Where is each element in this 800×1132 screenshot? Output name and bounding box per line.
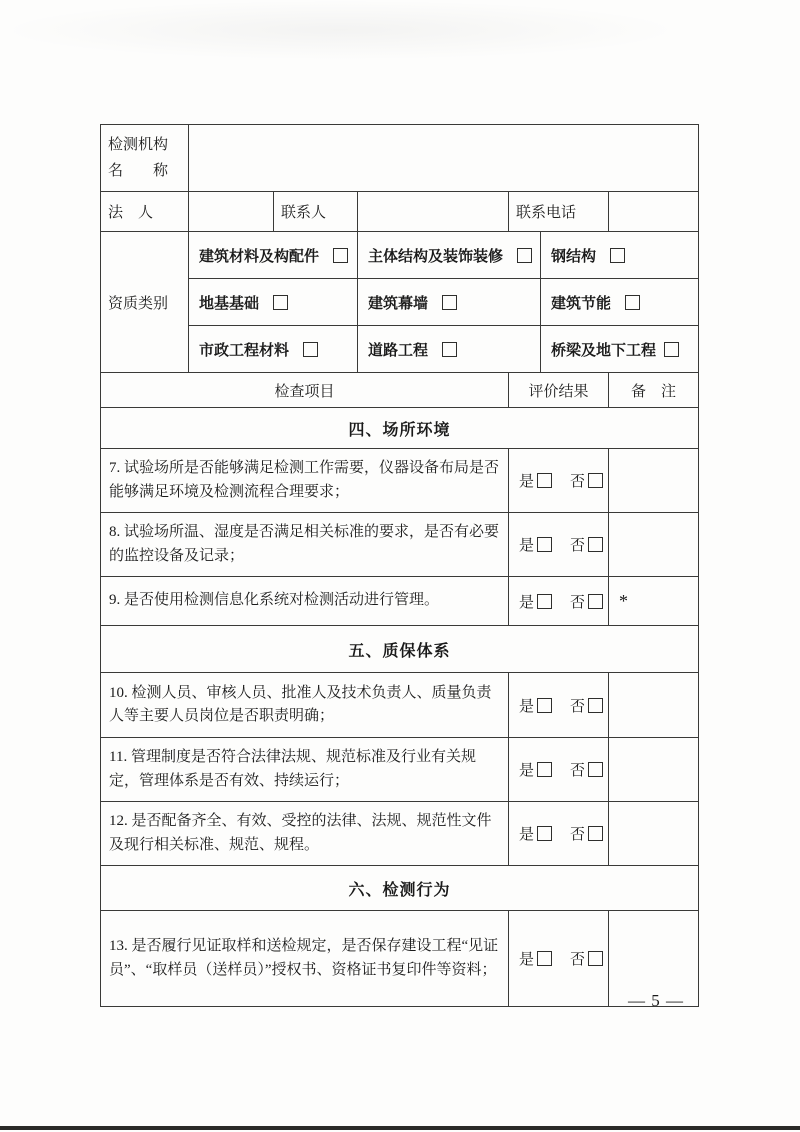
no-checkbox[interactable]: [588, 826, 603, 841]
section-header-row: [101, 408, 699, 449]
qualification-option-label: 建筑节能: [551, 295, 612, 312]
qualification-option: [358, 279, 541, 326]
no-label: 否: [570, 594, 586, 611]
qualification-option: [189, 326, 358, 373]
contact-phone-value-cell[interactable]: [609, 192, 699, 232]
item-row: [101, 911, 699, 1007]
contact-person-value-cell[interactable]: [358, 192, 509, 232]
section-title: 五、质保体系: [101, 626, 699, 673]
qualification-row-1: [101, 232, 699, 279]
qualification-row-3: [101, 326, 699, 373]
item-row: [101, 673, 699, 738]
no-option: [570, 595, 603, 611]
qualification-option-label: 主体结构及装饰装修: [368, 248, 504, 265]
no-checkbox[interactable]: [588, 762, 603, 777]
item-text: 8. 试验场所温、湿度是否满足相关标准的要求，是否有必要的监控设备及记录；: [101, 513, 509, 577]
result-cell: [509, 802, 609, 866]
yes-label: 是: [519, 763, 535, 779]
no-option: [570, 699, 603, 715]
qualification-option: [358, 232, 541, 279]
qualification-option-label: 桥梁及地下工程: [551, 342, 657, 359]
yes-option: [519, 595, 552, 611]
result-cell: [509, 911, 609, 1007]
org-name-label-line1: 检测机构: [108, 136, 169, 153]
qualification-option: [189, 279, 358, 326]
page-number: — 5 —: [628, 991, 684, 1010]
remark-cell[interactable]: [609, 449, 699, 513]
yes-checkbox[interactable]: [537, 594, 552, 609]
yes-checkbox[interactable]: [537, 826, 552, 841]
yes-option: [519, 763, 552, 779]
item-row: [101, 449, 699, 513]
yes-checkbox[interactable]: [537, 951, 552, 966]
item-text: 10. 检测人员、审核人员、批准人及技术负责人、质量负责人等主要人员岗位是否职责明确；: [101, 673, 509, 738]
no-label: 否: [570, 698, 586, 715]
section-header-row: [101, 866, 699, 911]
item-row: [101, 738, 699, 802]
yes-checkbox[interactable]: [537, 698, 552, 713]
category-checkbox[interactable]: [517, 248, 532, 263]
result-cell: [509, 513, 609, 577]
no-checkbox[interactable]: [588, 594, 603, 609]
result-cell: [509, 738, 609, 802]
qualification-option-label: 道路工程: [368, 342, 429, 359]
legal-person-label: 法 人: [101, 192, 189, 232]
qualification-option-label: 建筑幕墙: [368, 295, 429, 312]
category-checkbox[interactable]: [273, 295, 288, 310]
no-label: 否: [570, 538, 586, 554]
yes-label: 是: [519, 474, 535, 490]
category-checkbox[interactable]: [442, 295, 457, 310]
yes-option: [519, 538, 552, 554]
column-header-remark: 备 注: [609, 373, 699, 408]
remark-cell[interactable]: [609, 802, 699, 866]
remark-cell[interactable]: [609, 513, 699, 577]
yes-label: 是: [519, 952, 535, 968]
column-header-row: [101, 373, 699, 408]
remark-cell[interactable]: [609, 738, 699, 802]
inspection-form: [100, 124, 698, 1007]
contact-row: [101, 192, 699, 232]
org-name-value-cell[interactable]: [189, 125, 699, 192]
yes-checkbox[interactable]: [537, 762, 552, 777]
remark-cell[interactable]: *: [609, 577, 699, 626]
qualification-option-label: 市政工程材料: [199, 342, 290, 359]
contact-phone-label: 联系电话: [509, 192, 609, 232]
no-checkbox[interactable]: [588, 473, 603, 488]
scan-bottom-edge: [0, 1126, 800, 1130]
no-checkbox[interactable]: [588, 951, 603, 966]
qualification-option: [358, 326, 541, 373]
item-row: [101, 802, 699, 866]
item-text: 12. 是否配备齐全、有效、受控的法律、法规、规范性文件及现行相关标准、规范、规程。: [101, 802, 509, 866]
legal-person-value-cell[interactable]: [189, 192, 274, 232]
qualification-option: [541, 326, 699, 373]
org-name-label-line2: 名 称: [108, 163, 169, 179]
result-cell: [509, 673, 609, 738]
item-text: 11. 管理制度是否符合法律法规、规范标准及行业有关规定，管理体系是否有效、持续运行；: [101, 738, 509, 802]
qualification-option: [541, 232, 699, 279]
qualification-row-2: [101, 279, 699, 326]
category-checkbox[interactable]: [625, 295, 640, 310]
category-checkbox[interactable]: [442, 342, 457, 357]
no-option: [570, 952, 603, 968]
no-label: 否: [570, 827, 586, 843]
yes-label: 是: [519, 827, 535, 843]
section-header-row: [101, 626, 699, 673]
no-option: [570, 474, 603, 490]
no-label: 否: [570, 763, 586, 779]
no-checkbox[interactable]: [588, 537, 603, 552]
remark-cell[interactable]: [609, 673, 699, 738]
item-text: 9. 是否使用检测信息化系统对检测活动进行管理。: [101, 577, 509, 626]
org-name-row: [101, 125, 699, 192]
inspection-form-table: [100, 124, 699, 1007]
category-checkbox[interactable]: [303, 342, 318, 357]
section-title: 四、场所环境: [101, 408, 699, 449]
yes-checkbox[interactable]: [537, 537, 552, 552]
no-checkbox[interactable]: [588, 698, 603, 713]
qualification-option: [189, 232, 358, 279]
item-row: [101, 577, 699, 626]
category-checkbox[interactable]: [333, 248, 348, 263]
category-checkbox[interactable]: [664, 342, 679, 357]
item-row: [101, 513, 699, 577]
yes-option: [519, 827, 552, 843]
no-option: [570, 538, 603, 554]
column-header-result: 评价结果: [509, 373, 609, 408]
yes-option: [519, 952, 552, 968]
yes-label: 是: [519, 594, 535, 611]
contact-person-label: 联系人: [274, 192, 358, 232]
result-cell: [509, 577, 609, 626]
column-header-item: 检查项目: [101, 373, 509, 408]
item-text: 7. 试验场所是否能够满足检测工作需要，仪器设备布局是否能够满足环境及检测流程合理要求；: [101, 449, 509, 513]
no-label: 否: [570, 474, 586, 490]
yes-label: 是: [519, 698, 535, 715]
category-checkbox[interactable]: [610, 248, 625, 263]
result-cell: [509, 449, 609, 513]
item-text: 13. 是否履行见证取样和送检规定，是否保存建设工程“见证员”、“取样员（送样员）”授权书、资格证书复印件等资料；: [101, 911, 509, 1007]
yes-label: 是: [519, 538, 535, 554]
org-name-label: [101, 125, 189, 192]
qualification-option-label: 地基基础: [199, 295, 260, 312]
section-title: 六、检测行为: [101, 866, 699, 911]
qualification-category-label: 资质类别: [101, 232, 189, 373]
no-option: [570, 763, 603, 779]
scan-noise-smudge: [0, 0, 680, 60]
yes-option: [519, 699, 552, 715]
yes-checkbox[interactable]: [537, 473, 552, 488]
qualification-option-label: 建筑材料及构配件: [199, 248, 320, 265]
qualification-option: [541, 279, 699, 326]
no-label: 否: [570, 952, 586, 968]
qualification-option-label: 钢结构: [551, 248, 597, 265]
yes-option: [519, 474, 552, 490]
no-option: [570, 827, 603, 843]
